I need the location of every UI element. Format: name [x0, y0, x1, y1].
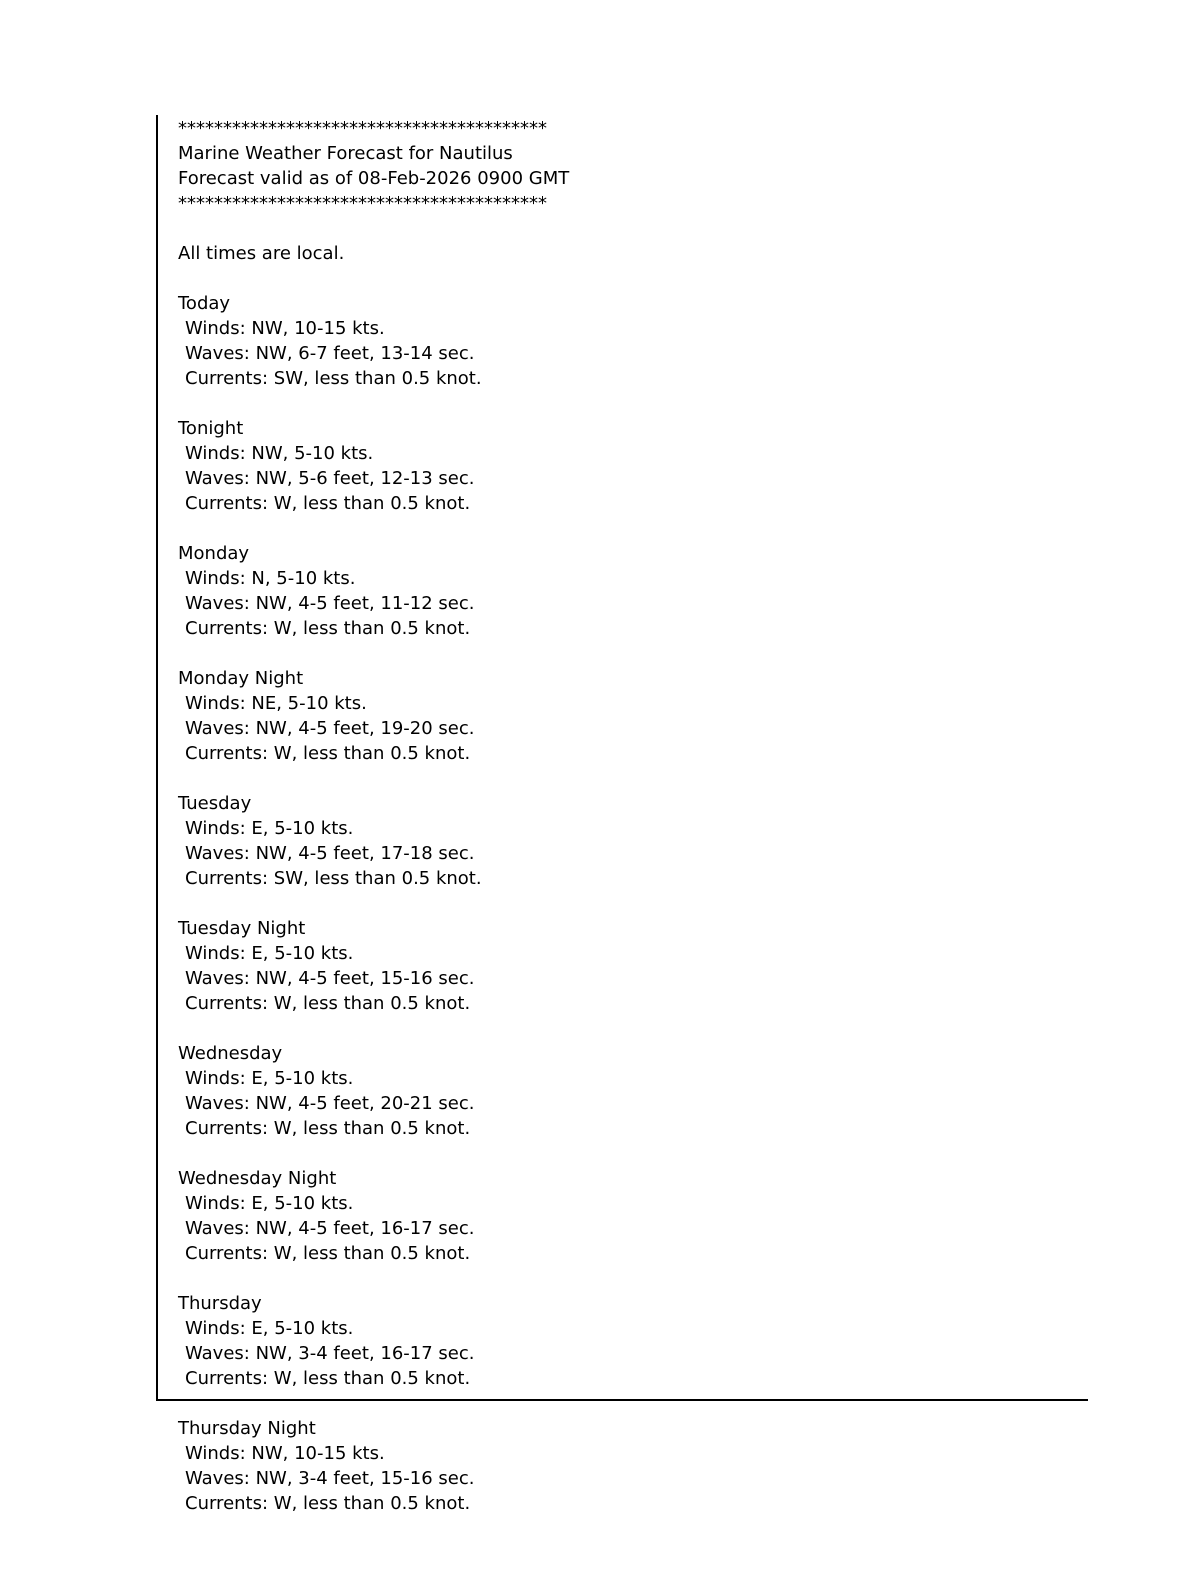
winds-line: Winds: E, 5-10 kts. [185, 1193, 354, 1214]
winds-line: Winds: E, 5-10 kts. [185, 1068, 354, 1089]
section-title: Today [178, 293, 231, 314]
section-title: Thursday Night [178, 1418, 316, 1439]
section-title: Thursday [178, 1293, 262, 1314]
times-note [178, 241, 569, 266]
currents-line: Currents: W, less than 0.5 knot. [185, 743, 471, 764]
winds-line: Winds: NW, 10-15 kts. [185, 1443, 385, 1464]
winds-line: Winds: NE, 5-10 kts. [185, 693, 367, 714]
currents-line: Currents: SW, less than 0.5 knot. [185, 868, 482, 889]
forecast-section [178, 1166, 569, 1266]
section-title: Wednesday [178, 1043, 283, 1064]
stars-line-top: ***************************************** [178, 118, 547, 139]
section-title: Tonight [178, 418, 244, 439]
waves-line: Waves: NW, 3-4 feet, 15-16 sec. [185, 1468, 475, 1489]
waves-line: Waves: NW, 4-5 feet, 19-20 sec. [185, 718, 475, 739]
forecast-section [178, 666, 569, 766]
currents-line: Currents: W, less than 0.5 knot. [185, 993, 471, 1014]
waves-line: Waves: NW, 5-6 feet, 12-13 sec. [185, 468, 475, 489]
winds-line: Winds: E, 5-10 kts. [185, 818, 354, 839]
waves-line: Waves: NW, 4-5 feet, 16-17 sec. [185, 1218, 475, 1239]
forecast-section [178, 1291, 569, 1391]
forecast-section [178, 416, 569, 516]
section-title: Tuesday [178, 793, 252, 814]
forecast-section [178, 791, 569, 891]
forecast-title: Marine Weather Forecast for Nautilus [178, 143, 513, 164]
stars-line-bottom: ***************************************** [178, 193, 547, 214]
forecast-document [178, 116, 569, 1516]
currents-line: Currents: W, less than 0.5 knot. [185, 1368, 471, 1389]
waves-line: Waves: NW, 6-7 feet, 13-14 sec. [185, 343, 475, 364]
forecast-section [178, 541, 569, 641]
forecast-valid-line: Forecast valid as of 08-Feb-2026 0900 GMT [178, 168, 570, 189]
waves-line: Waves: NW, 4-5 feet, 15-16 sec. [185, 968, 475, 989]
waves-line: Waves: NW, 4-5 feet, 11-12 sec. [185, 593, 475, 614]
section-title: Monday [178, 543, 250, 564]
winds-line: Winds: NW, 10-15 kts. [185, 318, 385, 339]
currents-line: Currents: W, less than 0.5 knot. [185, 493, 471, 514]
section-title: Wednesday Night [178, 1168, 337, 1189]
winds-line: Winds: NW, 5-10 kts. [185, 443, 374, 464]
section-title: Tuesday Night [178, 918, 306, 939]
waves-line: Waves: NW, 4-5 feet, 17-18 sec. [185, 843, 475, 864]
winds-line: Winds: E, 5-10 kts. [185, 943, 354, 964]
currents-line: Currents: SW, less than 0.5 knot. [185, 368, 482, 389]
forecast-section [178, 916, 569, 1016]
page-frame-left-border [156, 115, 158, 1401]
currents-line: Currents: W, less than 0.5 knot. [185, 1118, 471, 1139]
section-title: Monday Night [178, 668, 304, 689]
waves-line: Waves: NW, 4-5 feet, 20-21 sec. [185, 1093, 475, 1114]
currents-line: Currents: W, less than 0.5 knot. [185, 1243, 471, 1264]
forecast-header [178, 116, 569, 216]
currents-line: Currents: W, less than 0.5 knot. [185, 1493, 471, 1514]
winds-line: Winds: E, 5-10 kts. [185, 1318, 354, 1339]
times-note-text: All times are local. [178, 243, 345, 264]
forecast-section [178, 291, 569, 391]
forecast-section [178, 1041, 569, 1141]
waves-line: Waves: NW, 3-4 feet, 16-17 sec. [185, 1343, 475, 1364]
currents-line: Currents: W, less than 0.5 knot. [185, 618, 471, 639]
forecast-section [178, 1416, 569, 1516]
winds-line: Winds: N, 5-10 kts. [185, 568, 356, 589]
